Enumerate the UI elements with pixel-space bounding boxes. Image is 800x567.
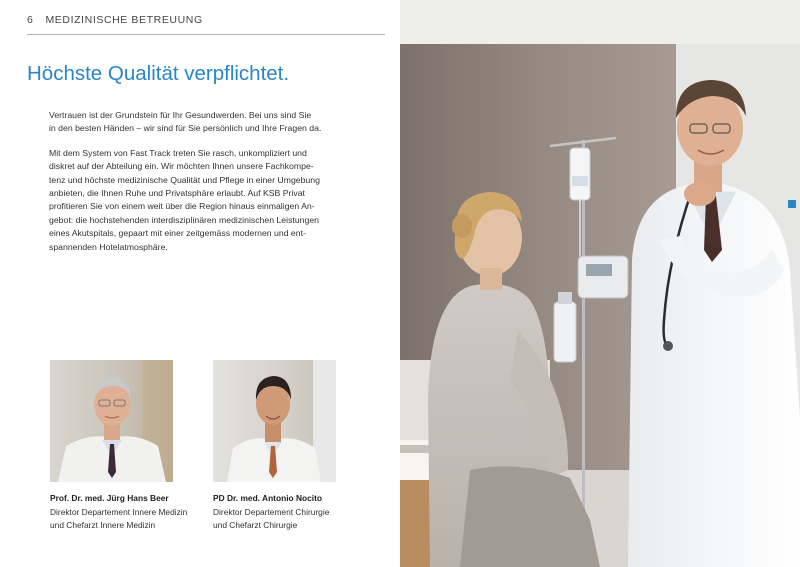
doctor-name: Prof. Dr. med. Jürg Hans Beer — [50, 493, 169, 503]
caption-nocito — [213, 492, 329, 533]
body-line: spannenden Hotelatmosphäre. — [49, 241, 168, 252]
body-line: gebot: die hochstehenden interdisziplinären medizinischen Leistungen — [49, 214, 319, 225]
section-title: MEDIZINISCHE BETREUUNG — [45, 14, 203, 26]
body-line: diskret auf der Abteilung ein. Wir möchten Ihnen unsere Fachkompe- — [49, 161, 314, 172]
body-line: anbieten, die Ihnen Ruhe und Privatsphäre erlaubt. Auf KSB Privat — [49, 188, 305, 199]
doctor-title: Direktor Departement Chirurgie — [213, 506, 330, 517]
portrait-beer — [50, 360, 173, 482]
caption-beer — [50, 492, 187, 533]
doctor-title: Direktor Departement Innere Medizin — [50, 506, 188, 517]
hero-photo — [400, 0, 800, 567]
intro-paragraph — [49, 109, 369, 136]
portrait-nocito — [213, 360, 336, 482]
doctor-title: und Chefarzt Chirurgie — [213, 520, 298, 530]
header-rule — [27, 34, 385, 35]
page-header — [27, 14, 203, 26]
doctor-title: und Chefarzt Innere Medizin — [50, 520, 156, 530]
body-line: tenz und höchste medizinische Qualität und Pflege in einer Umgebung — [49, 174, 320, 185]
main-paragraph — [49, 147, 369, 254]
doctor-name: PD Dr. med. Antonio Nocito — [213, 493, 323, 503]
body-line: Mit dem System von Fast Track treten Sie rasch, unkompliziert und — [49, 147, 307, 158]
body-line: profitieren Sie von einem weit über die Region hinaus einmaligen An- — [49, 201, 315, 212]
intro-line: Vertrauen ist der Grundstein für Ihr Gesundwerden. Bei uns sind Sie — [49, 110, 312, 120]
intro-line: in den besten Händen – wir sind für Sie persönlich und Ihre Fragen da. — [49, 123, 322, 134]
page-number: 6 — [27, 14, 34, 26]
body-line: eines Akutspitals, gepaart mit einer zeitgemäss modernen und ent- — [49, 228, 306, 239]
body-text — [49, 109, 369, 265]
headline: Höchste Qualität verpflichtet. — [27, 62, 290, 85]
